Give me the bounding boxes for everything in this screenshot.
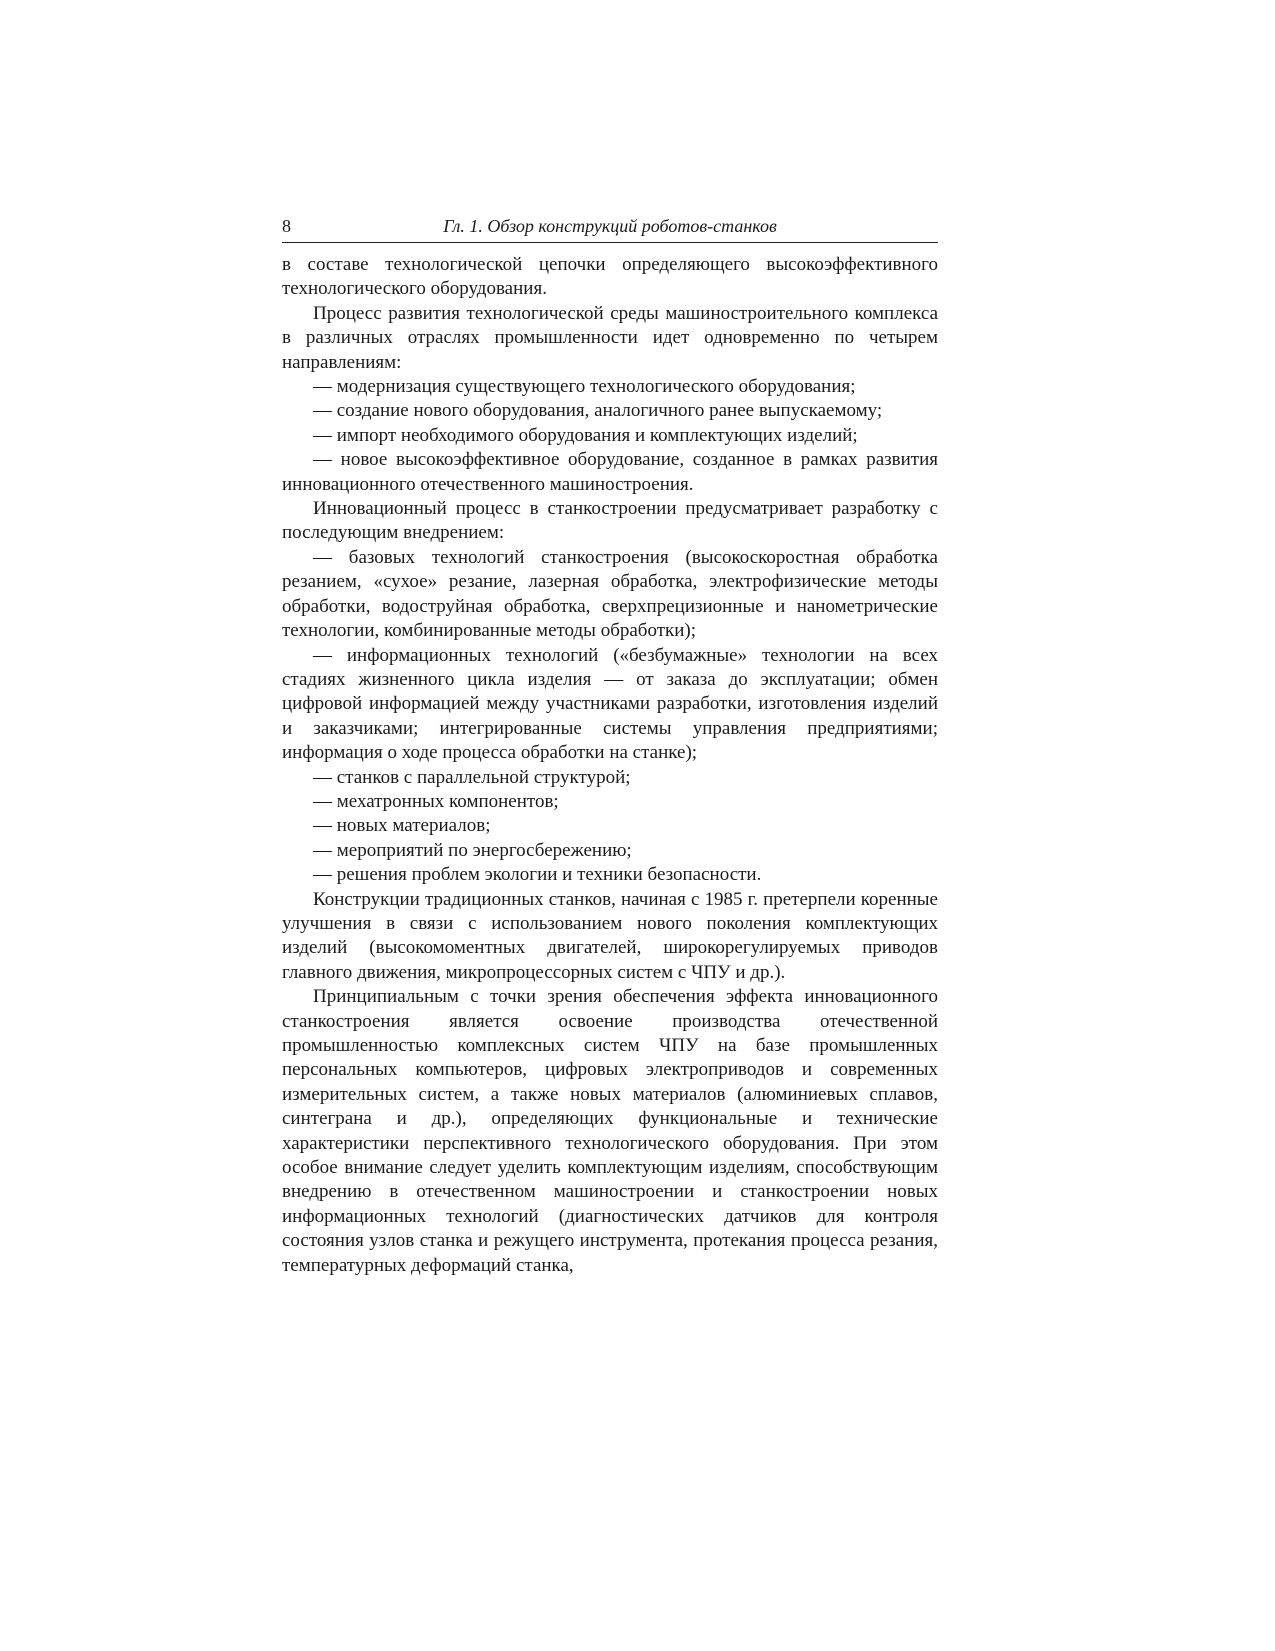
list-item: — мехатронных компонентов;: [313, 790, 559, 812]
paragraph: Процесс развития технологической среды машиностроительного комплекса в различных отраслях промышленности идет одновременно по четырем направлениям:: [282, 302, 938, 373]
paragraph: в составе технологической цепочки определяющего высокоэффективного технологического оборудования.: [282, 254, 938, 300]
list-item: — новых материалов;: [313, 815, 491, 837]
list-item: — информационных технологий («безбумажные» технологии на всех стадиях жизненного цикла изделия — от заказа до эксплуатации; обмен цифровой информацией между участниками разработки, изготовления изделий и заказчиками; интегрированные системы управления предприятиями; информация о ходе процесса обработки на станке);: [282, 644, 938, 764]
list-item: — создание нового оборудования, аналогичного ранее выпускаемому;: [313, 400, 883, 422]
list-item: — модернизация существующего технологического оборудования;: [313, 376, 856, 398]
list-item: — импорт необходимого оборудования и комплектующих изделий;: [313, 424, 858, 446]
paragraph: Конструкции традиционных станков, начиная с 1985 г. претерпели коренные улучшения в связи с использованием нового поколения комплектующих изделий (высокомоментных двигателей, широкорегулируемых приводов главного движения, микропроцессорных систем с ЧПУ и др.).: [282, 888, 938, 983]
list-item: — станков с параллельной структурой;: [313, 766, 631, 788]
chapter-title: Гл. 1. Обзор конструкций роботов-станков: [443, 216, 777, 236]
list-item: — новое высокоэффективное оборудование, созданное в рамках развития инновационного отечественного машиностроения.: [282, 449, 938, 495]
page-number: 8: [282, 216, 291, 236]
body-text: [282, 253, 938, 1278]
list-item: — мероприятий по энергосбережению;: [313, 839, 632, 861]
list-item: — базовых технологий станкостроения (высокоскоростная обработка резанием, «сухое» резание, лазерная обработка, электрофизические методы обработки, водоструйная обработка, сверхпрецизионные и нанометрические технологии, комбинированные методы обработки);: [282, 546, 938, 642]
paragraph: Инновационный процесс в станкостроении предусматривает разработку с последующим внедрением:: [282, 498, 938, 544]
paragraph: Принципиальным с точки зрения обеспечения эффекта инновационного станкостроения является освоение производства отечественной промышленностью комплексных систем ЧПУ на базе промышленных персональных компьютеров, цифровых электроприводов и современных измерительных систем, а также новых материалов (алюминиевых сплавов, синтеграна и др.), определяющих функциональные и технические характеристики перспективного технологического оборудования. При этом особое внимание следует уделить комплектующим изделиям, способствующим внедрению в отечественном машиностроении и станкостроении новых информационных технологий (диагностических датчиков для контроля состояния узлов станка и режущего инструмента, протекания процесса резания, температурных деформаций станка,: [282, 986, 938, 1276]
running-header: [282, 214, 938, 243]
book-page: [282, 214, 938, 1278]
list-item: — решения проблем экологии и техники безопасности.: [313, 864, 762, 886]
